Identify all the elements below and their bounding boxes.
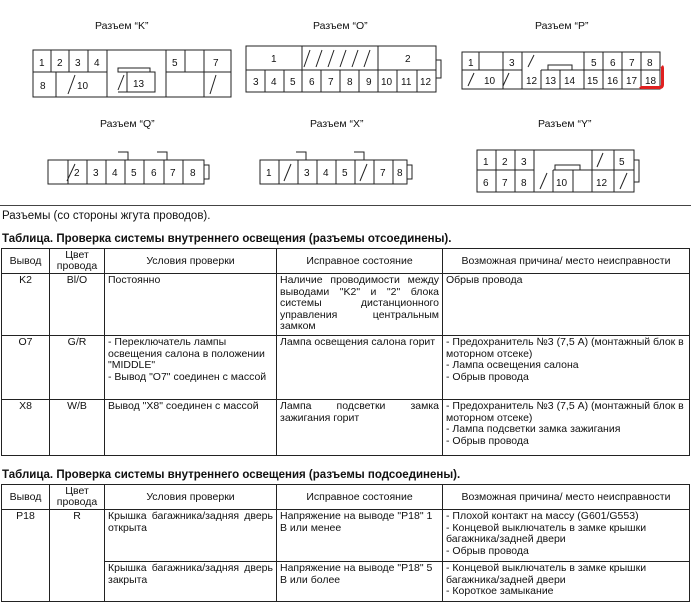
cause-cell <box>443 562 690 602</box>
connector-y-title: Разъем “Y” <box>538 118 592 130</box>
pin-x5: 5 <box>342 168 348 179</box>
pin-cell: O7 <box>2 336 50 400</box>
table2-header-row <box>2 485 690 510</box>
cause-line: - Плохой контакт на массу (G601/G553) <box>446 510 639 522</box>
pin-p7: 7 <box>629 58 635 69</box>
cause-line: - Обрыв провода <box>446 370 529 383</box>
pin-y5: 5 <box>619 157 625 168</box>
pin-o2: 2 <box>405 54 411 65</box>
cause-cell <box>443 336 690 400</box>
connector-p-labels <box>468 58 657 87</box>
pin-p17: 17 <box>626 76 638 87</box>
pin-o8: 8 <box>347 77 353 88</box>
pin-q3: 3 <box>93 168 99 179</box>
connector-o-title: Разъем “O” <box>313 20 368 32</box>
pin-y2: 2 <box>502 157 508 168</box>
connector-y-labels <box>483 157 625 189</box>
pin-y10: 10 <box>556 178 568 189</box>
connector-k-title: Разъем “K” <box>95 20 149 32</box>
condition-line: - Вывод "O7" соединен с массой <box>108 370 267 383</box>
pin-k4: 4 <box>94 58 100 69</box>
pin-y3: 3 <box>521 157 527 168</box>
connector-k <box>33 50 231 97</box>
table1-header-row <box>2 249 690 274</box>
pin-p12: 12 <box>526 76 538 87</box>
table2-col-cond: Условия проверки <box>105 485 277 510</box>
pin-p18-highlight <box>638 64 664 89</box>
pin-x4: 4 <box>323 168 329 179</box>
pin-p10: 10 <box>484 76 496 87</box>
cause-line: - Концевой выключатель в замке крышки багажника/задней двери <box>446 562 647 586</box>
pin-q2: 2 <box>74 168 80 179</box>
pin-q5: 5 <box>131 168 137 179</box>
pin-q8: 8 <box>190 168 196 179</box>
wire-color-cell: Bl/O <box>50 274 105 336</box>
ok-state-cell: Напряжение на выводе "P18" 1 В или менее <box>277 510 443 562</box>
pin-y8: 8 <box>521 178 527 189</box>
connector-k-labels <box>39 58 219 92</box>
pin-y6: 6 <box>483 178 489 189</box>
pin-k3: 3 <box>75 58 81 69</box>
cause-line: - Предохранитель №3 (7,5 А) (монтажный блок в моторном отсеке) <box>446 400 684 424</box>
pin-cell: P18 <box>2 510 50 602</box>
pin-q6: 6 <box>151 168 157 179</box>
table-row <box>2 400 690 456</box>
table2-col-cause: Возможная причина/ место неисправности <box>443 485 690 510</box>
cause-line: - Концевой выключатель в замке крышки багажника/задней двери <box>446 521 647 545</box>
pin-x3: 3 <box>304 168 310 179</box>
pin-o9: 9 <box>366 77 372 88</box>
connector-q-title: Разъем “Q” <box>100 118 155 130</box>
pin-q7: 7 <box>170 168 176 179</box>
pin-p6: 6 <box>610 58 616 69</box>
pin-p18: 18 <box>645 76 657 87</box>
connector-q <box>48 152 209 184</box>
pin-k5: 5 <box>172 58 178 69</box>
pin-k7: 7 <box>213 58 219 69</box>
pin-x8: 8 <box>397 168 403 179</box>
pin-o11: 11 <box>401 77 412 88</box>
table1-col-ok: Исправное состояние <box>277 249 443 274</box>
pin-o3: 3 <box>253 77 259 88</box>
pin-k13: 13 <box>133 79 145 90</box>
table1-col-pin: Вывод <box>2 249 50 274</box>
pin-x1: 1 <box>266 168 272 179</box>
wire-color-cell: W/B <box>50 400 105 456</box>
pin-o4: 4 <box>271 77 277 88</box>
pin-k2: 2 <box>57 58 63 69</box>
table1-col-cause: Возможная причина/ место неисправности <box>443 249 690 274</box>
cause-line: Обрыв провода <box>446 274 523 286</box>
pin-cell: X8 <box>2 400 50 456</box>
pin-o7: 7 <box>328 77 334 88</box>
ok-state-cell: Лампа освещения салона горит <box>277 336 443 400</box>
pin-k8: 8 <box>40 81 46 92</box>
table1 <box>1 248 690 456</box>
table-row <box>2 510 690 562</box>
pin-y1: 1 <box>483 157 489 168</box>
cause-line: - Предохранитель №3 (7,5 А) (монтажный блок в моторном отсеке) <box>446 336 684 360</box>
table2-col-color: Цвет провода <box>50 485 105 510</box>
wire-color-cell: R <box>50 510 105 602</box>
pin-o10: 10 <box>381 77 393 88</box>
pin-cell: K2 <box>2 274 50 336</box>
table2-col-ok: Исправное состояние <box>277 485 443 510</box>
table2-title: Таблица. Проверка системы внутреннего освещения (разъемы подсоединены). <box>2 469 461 481</box>
connector-q-labels <box>74 168 196 179</box>
pin-o12: 12 <box>420 77 432 88</box>
wire-color-cell: G/R <box>50 336 105 400</box>
pin-x7: 7 <box>380 168 386 179</box>
pin-p3: 3 <box>509 58 515 69</box>
pin-p16: 16 <box>607 76 619 87</box>
connector-x <box>260 152 412 184</box>
pin-y12: 12 <box>596 178 608 189</box>
pin-p14: 14 <box>564 76 576 87</box>
condition-line: - Переключатель лампы освещения салона в положении "MIDDLE" <box>108 336 265 371</box>
connector-p-title: Разъем “P” <box>535 20 589 32</box>
connectors-caption: Разъемы (со стороны жгута проводов). <box>2 210 211 222</box>
table1-col-color: Цвет провода <box>50 249 105 274</box>
connector-x-title: Разъем “X” <box>310 118 364 130</box>
pin-y7: 7 <box>502 178 508 189</box>
table-row <box>2 562 690 602</box>
ok-state-cell: Напряжение на выводе "P18" 5 В или более <box>277 562 443 602</box>
condition-cell: Крышка багажника/задняя дверь закрыта <box>105 562 277 602</box>
pin-k10: 10 <box>77 81 89 92</box>
cause-line: - Лампа подсветки замка зажигания <box>446 423 621 435</box>
pin-p1: 1 <box>468 58 474 69</box>
table-row <box>2 336 690 400</box>
pin-o5: 5 <box>290 77 296 88</box>
table1-title: Таблица. Проверка системы внутреннего освещения (разъемы отсоединены). <box>2 233 452 245</box>
pin-p13: 13 <box>545 76 557 87</box>
cause-cell <box>443 274 690 336</box>
ok-state-cell: Лампа подсветки замка зажигания горит <box>277 400 443 456</box>
table1-col-cond: Условия проверки <box>105 249 277 274</box>
ok-state-cell: Наличие проводимости между выводами "K2" и "2" блока системы дистанционного управления центральным замком <box>277 274 443 336</box>
connector-diagrams <box>0 0 691 206</box>
cause-line: - Лампа освещения салона <box>446 359 579 371</box>
table2 <box>1 484 690 602</box>
cause-cell <box>443 400 690 456</box>
pin-o6: 6 <box>309 77 315 88</box>
condition-cell: Постоянно <box>105 274 277 336</box>
condition-cell: Крышка багажника/задняя дверь открыта <box>105 510 277 562</box>
pin-p8: 8 <box>647 58 653 69</box>
cause-line: - Короткое замыкание <box>446 585 554 597</box>
cause-cell <box>443 510 690 562</box>
pin-q4: 4 <box>112 168 118 179</box>
condition-cell: Вывод "X8" соединен с массой <box>105 400 277 456</box>
pin-p15: 15 <box>587 76 599 87</box>
table-row <box>2 274 690 336</box>
cause-line: - Обрыв провода <box>446 434 529 447</box>
connectors-svg <box>0 0 691 205</box>
condition-cell <box>105 336 277 400</box>
pin-o1: 1 <box>271 54 277 65</box>
pin-p5: 5 <box>591 58 597 69</box>
table2-col-pin: Вывод <box>2 485 50 510</box>
cause-line: - Обрыв провода <box>446 544 529 557</box>
pin-k1: 1 <box>39 58 45 69</box>
